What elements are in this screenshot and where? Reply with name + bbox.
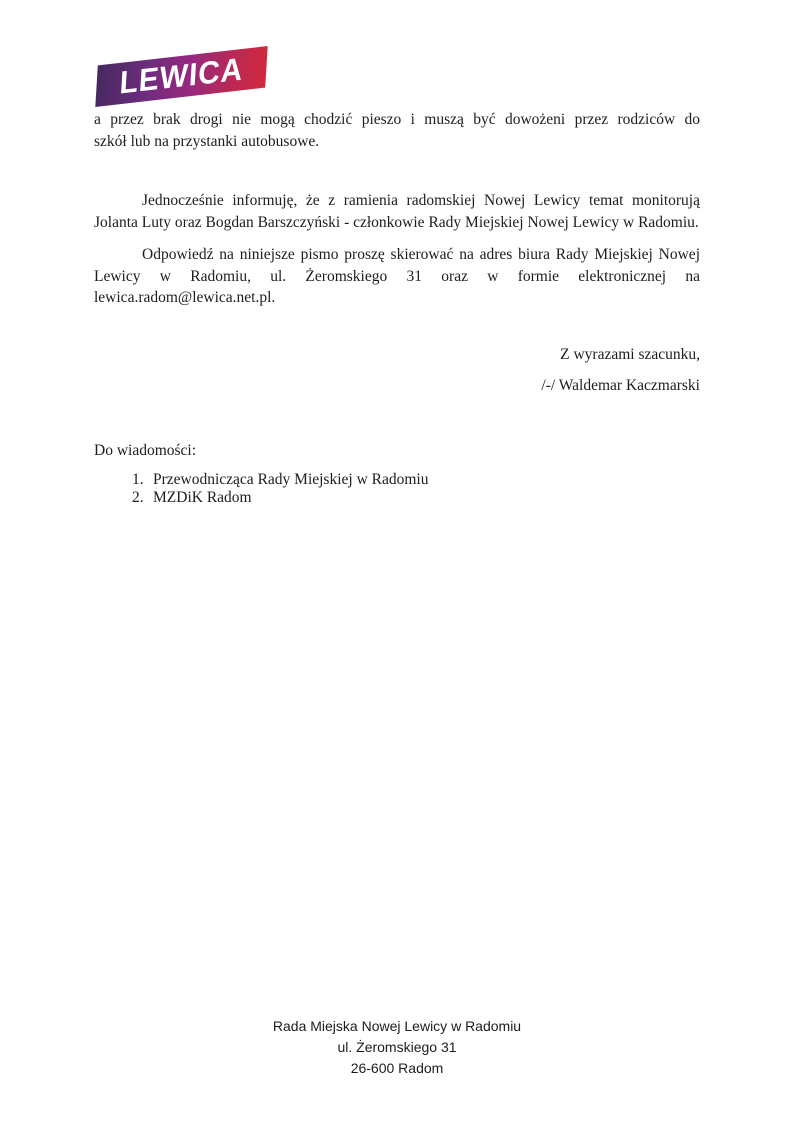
paragraph-1	[94, 109, 700, 152]
signature-closing: Z wyrazami szacunku,	[560, 345, 700, 363]
paragraph-3	[94, 244, 700, 309]
footer-city: 26-600 Radom	[350, 1060, 444, 1076]
cc-item-number: 2.	[132, 489, 144, 506]
cc-item-number: 1.	[132, 471, 144, 488]
text-line: szkół lub na przystanki autobusowe.	[94, 132, 320, 150]
footer-organization: Rada Miejska Nowej Lewicy w Radomiu	[272, 1018, 522, 1034]
footer-street: ul. Żeromskiego 31	[337, 1039, 457, 1055]
cc-item-text: Przewodnicząca Rady Miejskiej w Radomiu	[153, 471, 429, 488]
cc-list	[94, 471, 700, 507]
cc-heading: Do wiadomości:	[94, 441, 197, 459]
text-line: Jolanta Luty oraz Bogdan Barszczyński - członkowie Rady Miejskiej Nowej Lewicy w Radomiu.	[94, 213, 699, 231]
lewica-logo-text: LEWICA	[118, 51, 245, 101]
text-line: Jednocześnie informuję, że z ramienia radomskiej Nowej Lewicy temat monitorują	[142, 192, 700, 209]
email-address: lewica.radom@lewica.net.pl.	[94, 289, 276, 306]
signature-name: /-/ Waldemar Kaczmarski	[541, 377, 700, 394]
text-line: a przez brak drogi nie mogą chodzić pieszo i muszą być dowożeni przez rodziców do	[94, 111, 700, 128]
cc-item	[94, 489, 700, 507]
letter-footer	[0, 1016, 794, 1079]
lewica-logo	[95, 46, 267, 107]
text-line: Odpowiedź na niniejsze pismo proszę skierować na adres biura Rady Miejskiej Nowej	[142, 246, 700, 263]
paragraph-2	[94, 190, 700, 233]
cc-item	[94, 471, 700, 489]
letter-body	[94, 109, 700, 507]
text-line: Lewicy w Radomiu, ul. Żeromskiego 31 oraz w formie elektronicznej na	[94, 267, 700, 285]
cc-item-text: MZDiK Radom	[153, 489, 252, 506]
